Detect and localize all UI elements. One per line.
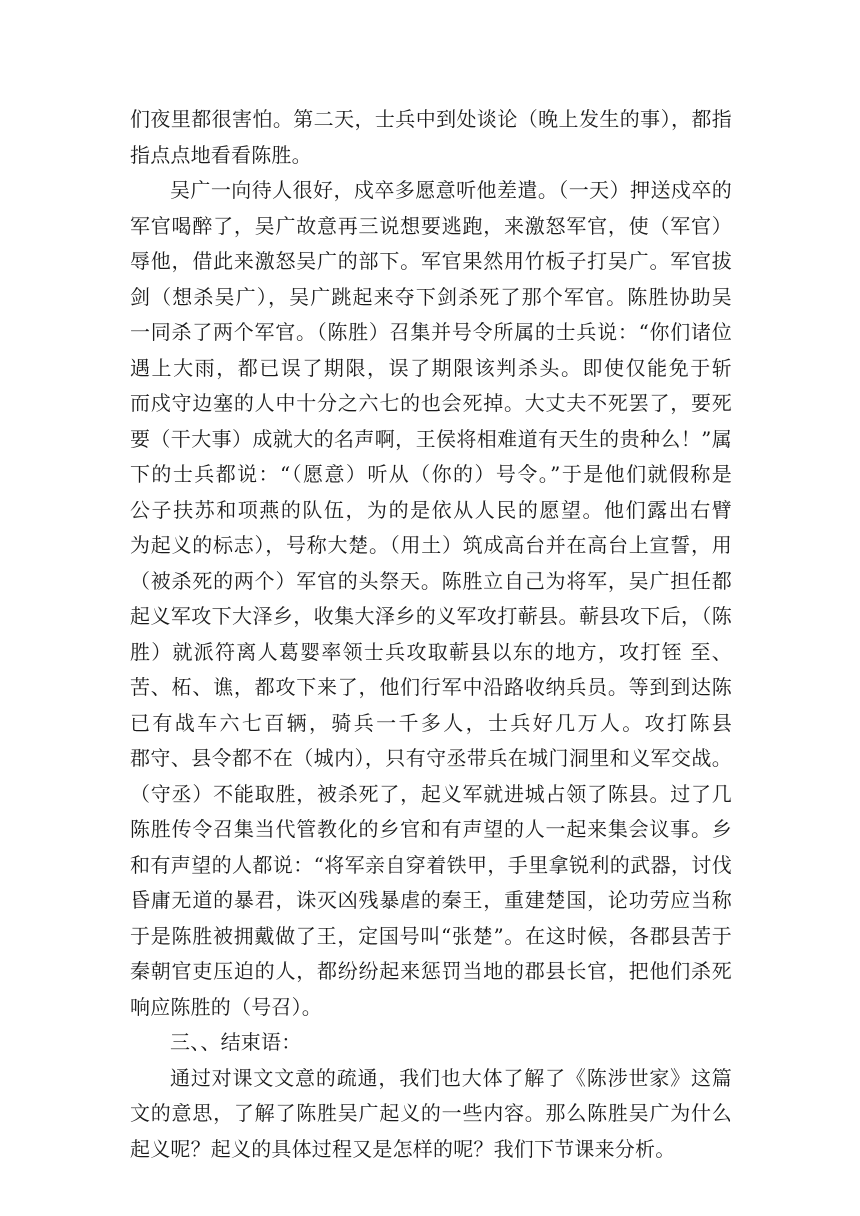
text-line: 郡守、县令都不在（城内），只有守丞带兵在城门洞里和义军交战。 — [130, 746, 732, 770]
text-line: 三、、结束语： — [170, 1030, 302, 1054]
text-line: （被杀死的两个）军官的头祭天。陈胜立自己为将军，吴广担任都 — [130, 568, 732, 593]
text-line: 陈胜传令召集当代管教化的乡官和有声望的人一起来集会议事。乡 — [130, 817, 732, 841]
text-line: 通过对课文文意的疏通，我们也大体了解了《陈涉世家》这篇 — [170, 1065, 732, 1090]
text-line: 军官喝醉了，吴广故意再三说想要逃跑，来激怒军官，使（军官） — [130, 213, 732, 238]
text-line: 辱他，借此来激怒吴广的部下。军官果然用竹板子打吴广。军官拔 — [130, 249, 732, 273]
text-line: 和有声望的人都说：“将军亲自穿着铁甲，手里拿锐利的武器，讨伐 — [130, 852, 732, 877]
text-line: 指点点地看看陈胜。 — [130, 142, 312, 167]
text-line: 要（干大事）成就大的名声啊，王侯将相难道有天生的贵种么！”属 — [130, 426, 732, 451]
text-line: 文的意思，了解了陈胜吴广起义的一些内容。那么陈胜吴广为什么 — [130, 1101, 732, 1125]
body-text — [130, 102, 732, 1167]
text-line: 而戍守边塞的人中十分之六七的也会死掉。大丈夫不死罢了，要死 — [130, 391, 732, 415]
text-line: 起义呢？起义的具体过程又是怎样的呢？我们下节课来分析。 — [130, 1136, 676, 1161]
text-line: 公子扶苏和项燕的队伍，为的是依从人民的愿望。他们露出右臂 — [130, 497, 732, 522]
text-line: 胜）就派符离人葛婴率领士兵攻取蕲县以东的地方，攻打铚 至、 — [130, 639, 732, 664]
text-line: 吴广一向待人很好，戍卒多愿意听他差遣。（一天）押送戍卒的 — [170, 178, 732, 202]
text-line: 于是陈胜被拥戴做了王，定国号叫“张楚”。在这时候，各郡县苦于 — [130, 923, 732, 948]
text-line: 起义军攻下大泽乡，收集大泽乡的义军攻打蕲县。蕲县攻下后，（陈 — [130, 604, 732, 628]
text-line: 一同杀了两个军官。（陈胜）召集并号令所属的士兵说：“你们诸位 — [130, 320, 732, 344]
text-line: 苦、柘、谯，都攻下来了，他们行军中沿路收纳兵员。等到到达陈 — [130, 675, 732, 699]
text-line: 们夜里都很害怕。第二天，士兵中到处谈论（晚上发生的事），都指 — [130, 107, 732, 131]
text-line: （守丞）不能取胜，被杀死了，起义军就进城占领了陈县。过了几 — [130, 781, 732, 806]
text-line: 秦朝官吏压迫的人，都纷纷起来惩罚当地的郡县长官，把他们杀死 — [130, 959, 732, 983]
text-line: 为起义的标志），号称大楚。（用土）筑成高台并在高台上宣誓，用 — [130, 533, 732, 557]
text-line: 下的士兵都说：“（愿意）听从（你的）号令。”于是他们就假称是 — [130, 462, 732, 486]
text-line: 遇上大雨，都已误了期限，误了期限该判杀头。即使仅能免于斩 — [130, 355, 732, 380]
text-line: 响应陈胜的（号召）。 — [130, 994, 322, 1019]
text-line: 剑（想杀吴广），吴广跳起来夺下剑杀死了那个军官。陈胜协助吴 — [130, 284, 732, 309]
text-line: 已有战车六七百辆，骑兵一千多人，士兵好几万人。攻打陈县 — [130, 710, 732, 735]
text-line: 昏庸无道的暴君，诛灭凶残暴虐的秦王，重建楚国，论功劳应当称 — [130, 888, 732, 912]
